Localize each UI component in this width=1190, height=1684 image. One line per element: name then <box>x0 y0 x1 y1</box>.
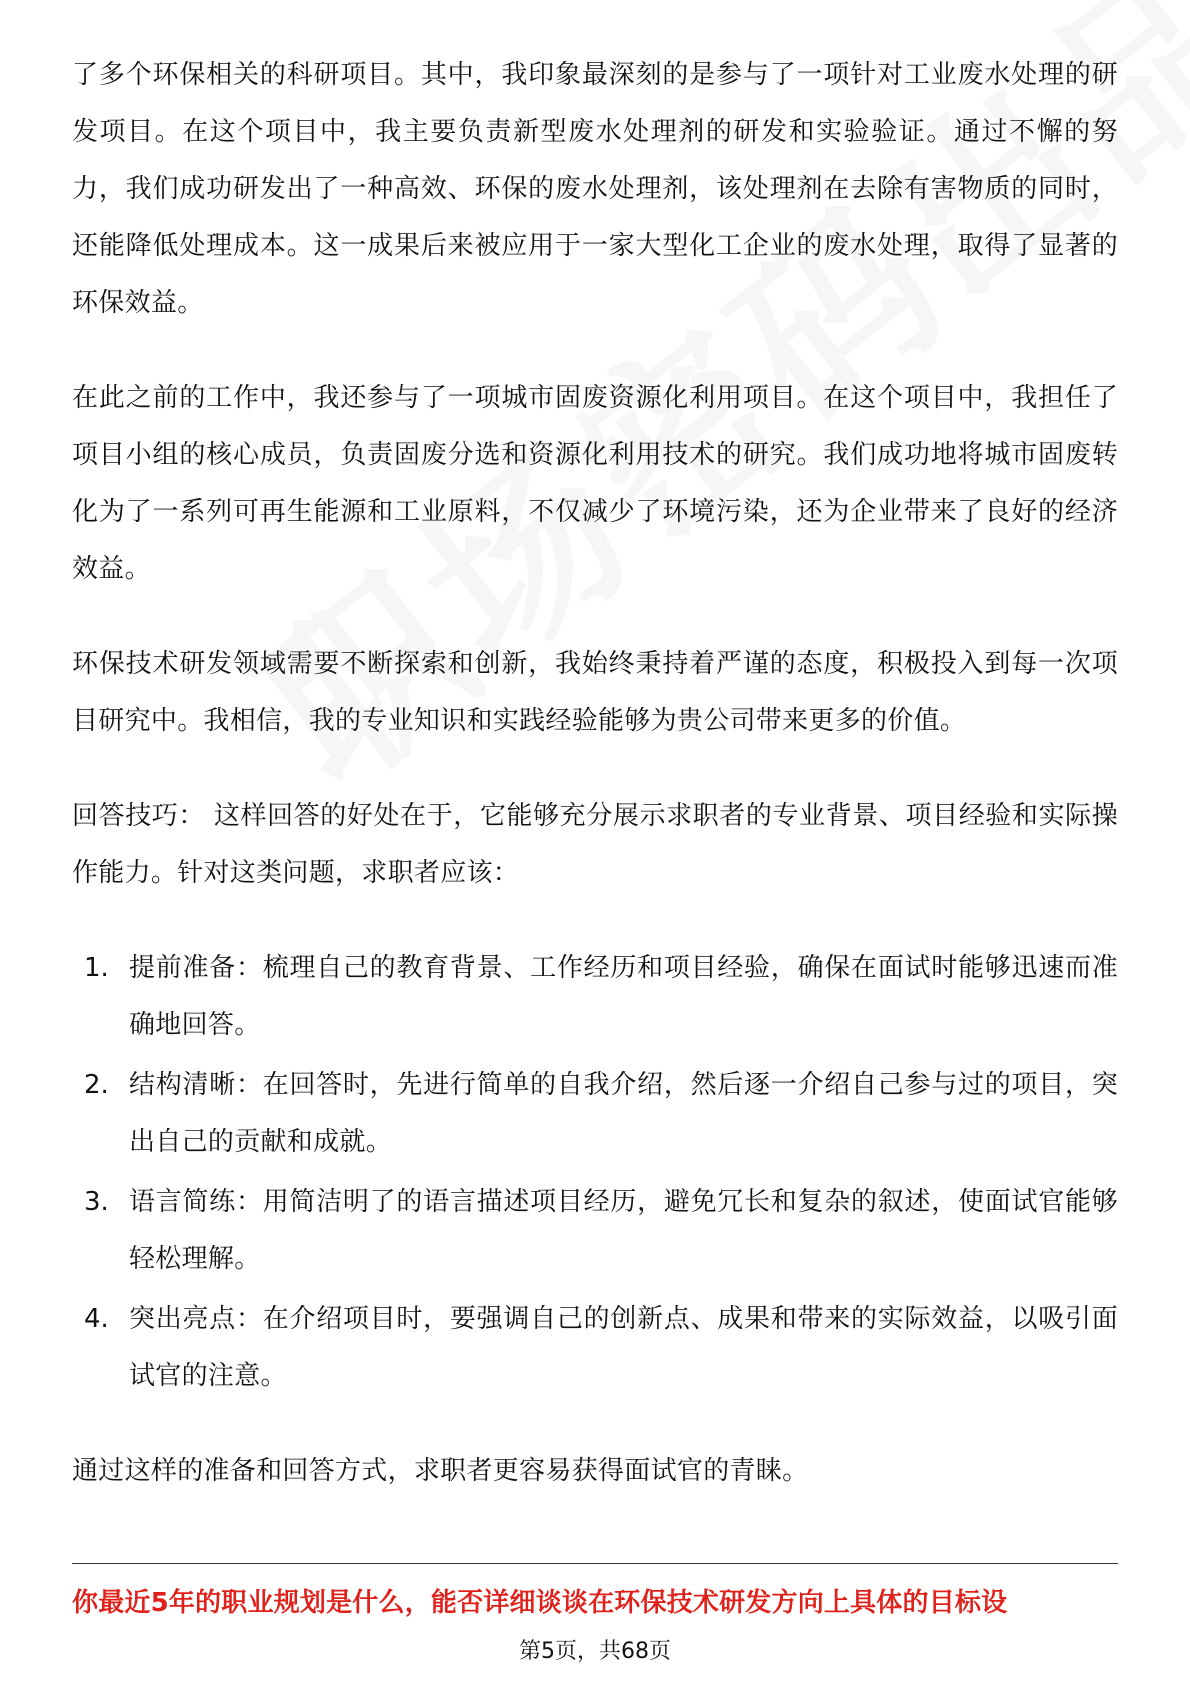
paragraph-previous-work: 在此之前的工作中，我还参与了一项城市固废资源化利用项目。在这个项目中，我担任了项目小组的核心成员，负责固废分选和资源化利用技术的研究。我们成功地将城市固废转化为了一系列可再生能源和工业原料，不仅减少了环境污染，还为企业带来了良好的经济效益。 <box>72 383 1118 584</box>
list-item <box>72 940 1118 1054</box>
list-number: 3. <box>84 1187 109 1217</box>
paragraph-project-experience: 了多个环保相关的科研项目。其中，我印象最深刻的是参与了一项针对工业废水处理的研发项目。在这个项目中，我主要负责新型废水处理剂的研发和实验验证。通过不懈的努力，我们成功研发出了一种高效、环保的废水处理剂，该处理剂在去除有害物质的同时，还能降低处理成本。这一成果后来被应用于一家大型化工企业的废水处理，取得了显著的环保效益。 <box>72 60 1118 318</box>
main-content <box>72 47 1118 1538</box>
list-text: 提前准备：梳理自己的教育背景、工作经历和项目经验，确保在面试时能够迅速而准确地回答。 <box>129 953 1118 1040</box>
page-number: 第5页，共68页 <box>519 1639 671 1664</box>
paragraph-answer-tips: 回答技巧： 这样回答的好处在于，它能够充分展示求职者的专业背景、项目经验和实际操作能力。针对这类问题，求职者应该： <box>72 801 1118 888</box>
list-text: 语言简练：用简洁明了的语言描述项目经历，避免冗长和复杂的叙述，使面试官能够轻松理解。 <box>129 1187 1118 1274</box>
next-question-heading: 你最近5年的职业规划是什么，能否详细谈谈在环保技术研发方向上具体的目标设 <box>72 1588 1008 1618</box>
paragraph-conclusion: 通过这样的准备和回答方式，求职者更容易获得面试官的青睐。 <box>72 1456 809 1486</box>
list-text: 结构清晰：在回答时，先进行简单的自我介绍，然后逐一介绍自己参与过的项目，突出自己的贡献和成就。 <box>129 1070 1118 1157</box>
list-item <box>72 1291 1118 1405</box>
list-number: 2. <box>84 1070 109 1100</box>
list-item <box>72 1174 1118 1288</box>
list-text: 突出亮点：在介绍项目时，要强调自己的创新点、成果和带来的实际效益，以吸引面试官的注意。 <box>129 1304 1118 1391</box>
list-number: 4. <box>84 1304 109 1334</box>
list-number: 1. <box>84 953 109 983</box>
list-item <box>72 1057 1118 1171</box>
paragraph-attitude: 环保技术研发领域需要不断探索和创新，我始终秉持着严谨的态度，积极投入到每一次项目研究中。我相信，我的专业知识和实践经验能够为贵公司带来更多的价值。 <box>72 649 1118 736</box>
tips-list <box>72 940 1118 1405</box>
footer-divider <box>72 1563 1118 1564</box>
